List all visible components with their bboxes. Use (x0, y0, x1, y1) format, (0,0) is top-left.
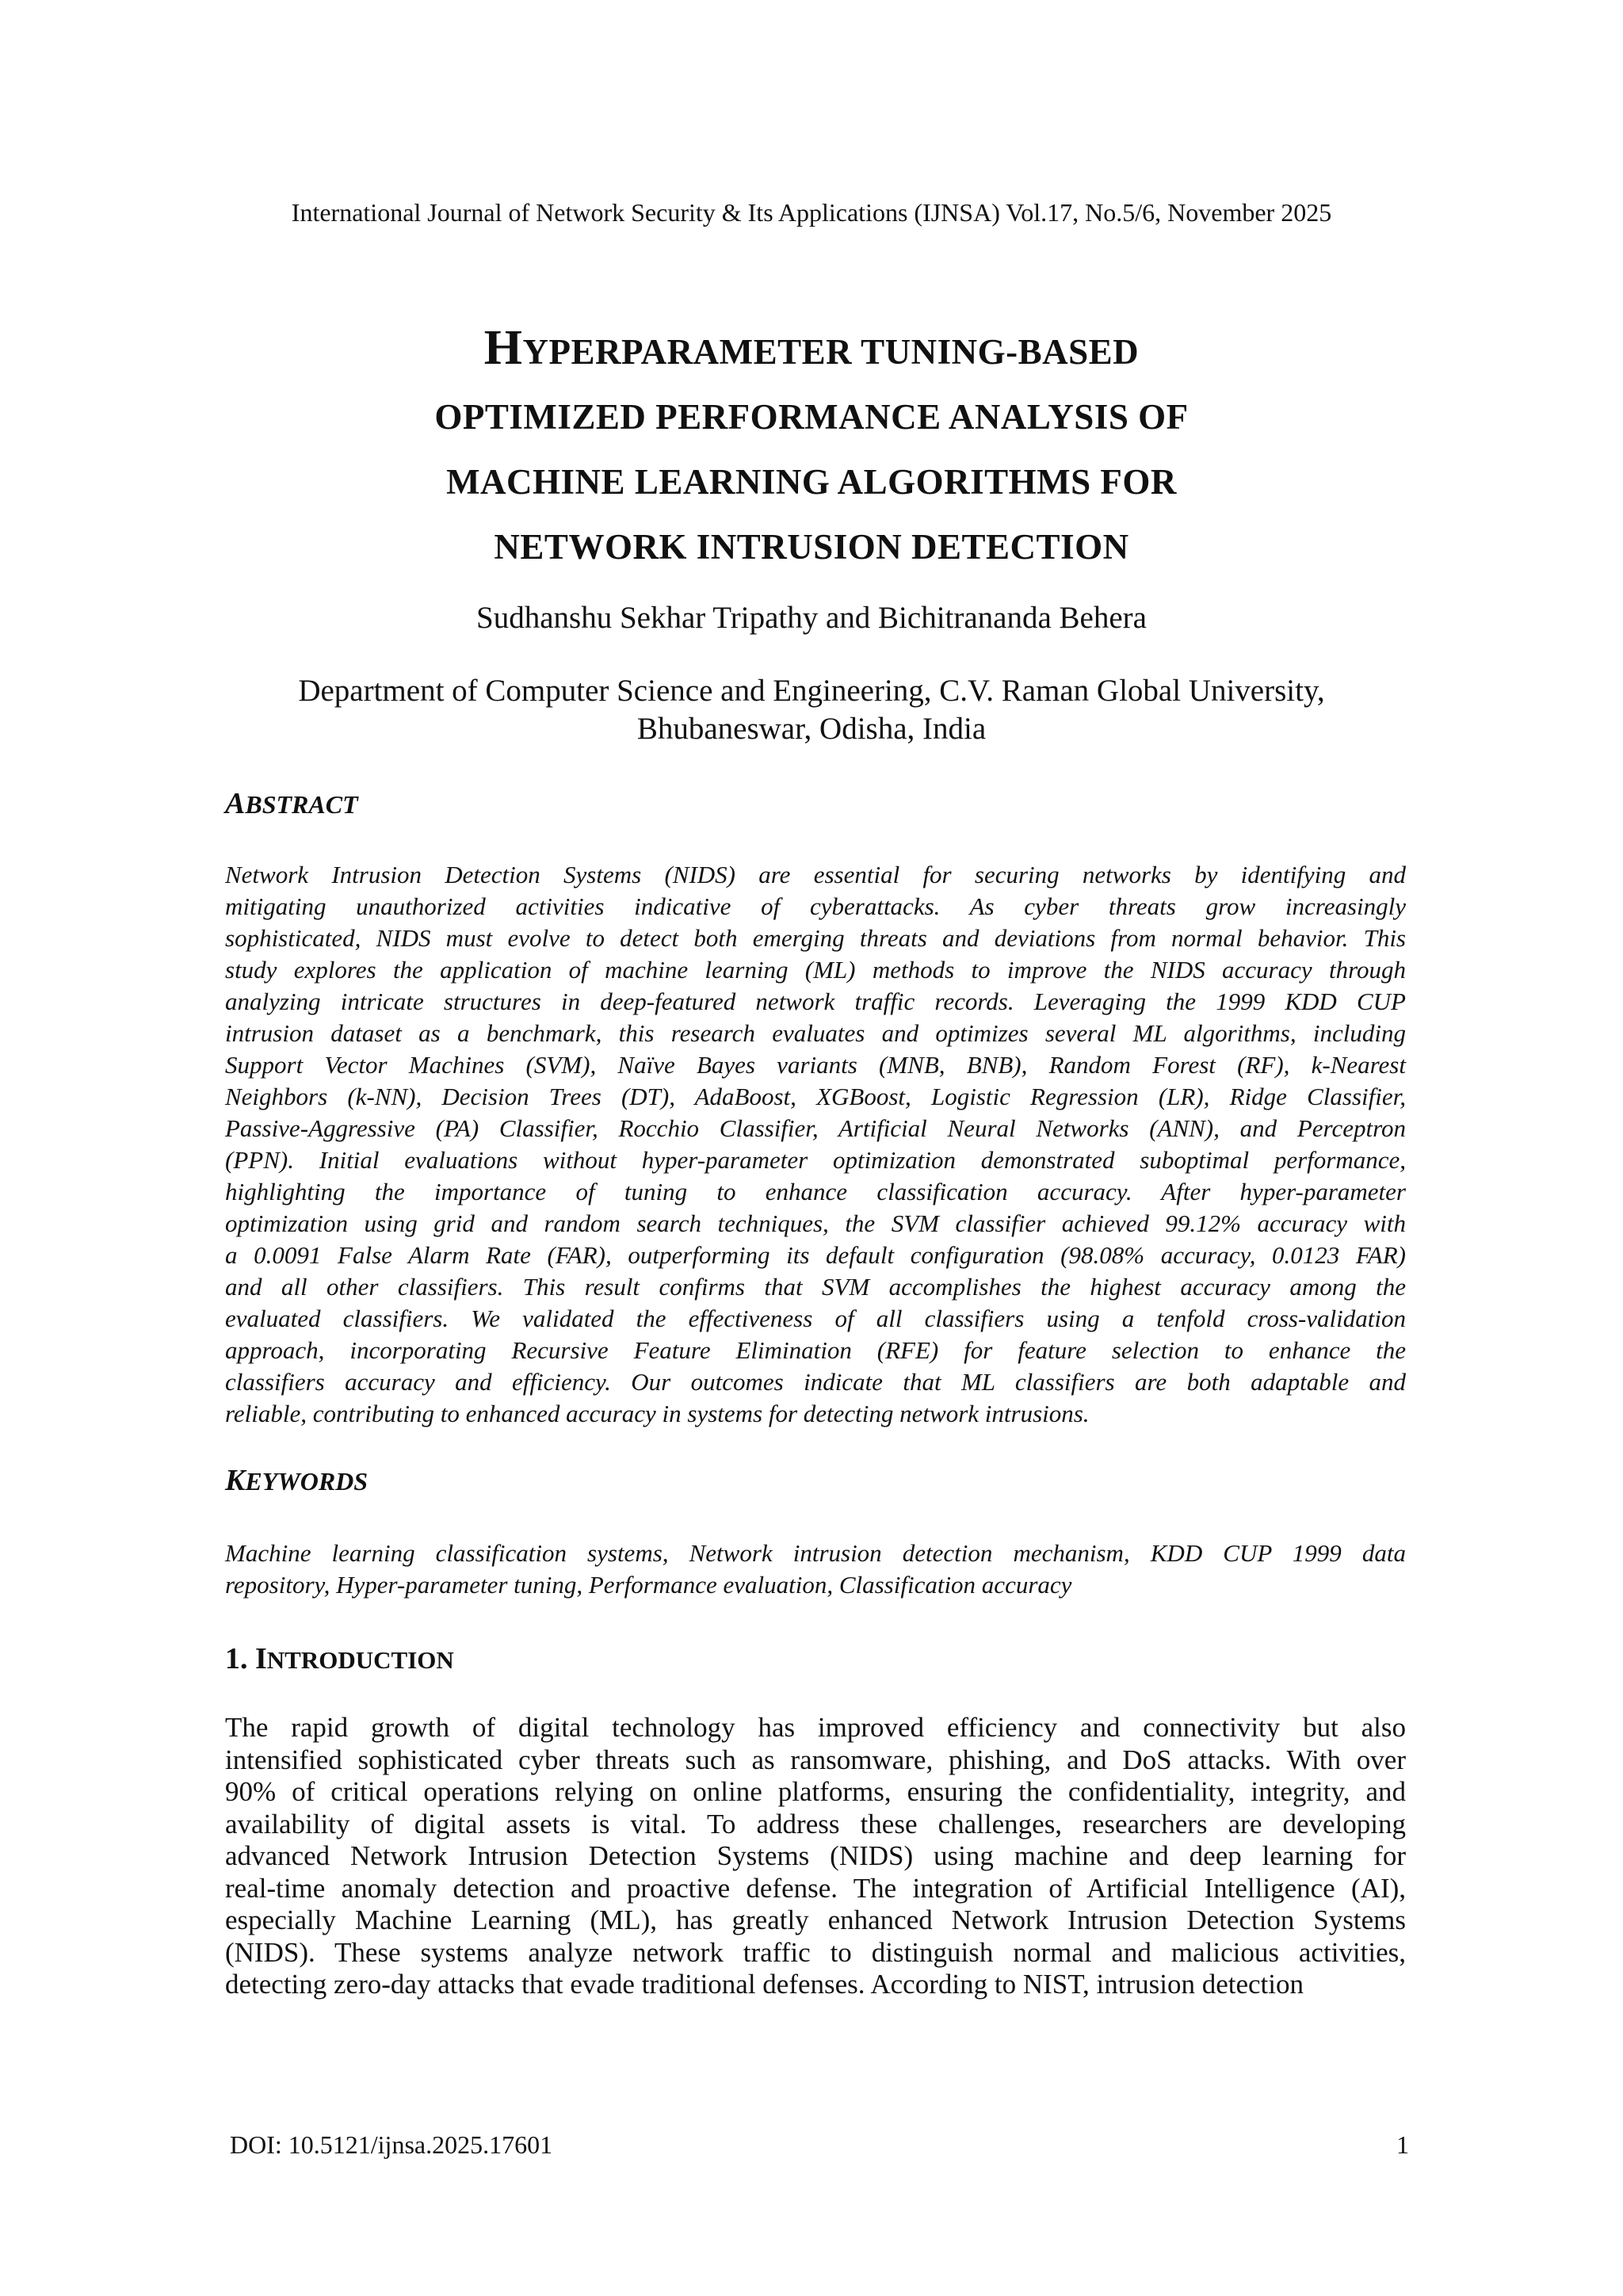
title-line-2: OPTIMIZED PERFORMANCE ANALYSIS OF (434, 397, 1189, 437)
introduction-line: 90% of critical operations relying on online platforms, ensuring the confidentiality, integrity, and (225, 1776, 1406, 1807)
abstract-line: a 0.0091 False Alarm Rate (FAR), outperforming its default configuration (98.08% accuracy, 0.0123 FAR) (225, 1241, 1406, 1269)
abstract-line: sophisticated, NIDS must evolve to detect both emerging threats and deviations from normal behavior. This (225, 924, 1406, 952)
page-number: 1 (1396, 2130, 1409, 2159)
title-line-3: MACHINE LEARNING ALGORITHMS FOR (446, 462, 1177, 502)
abstract-line: and all other classifiers. This result confirms that SVM accomplishes the highest accuracy among the (225, 1273, 1406, 1301)
abstract-heading (225, 788, 358, 820)
abstract-line: classifiers accuracy and efficiency. Our outcomes indicate that ML classifiers are both adaptable and (225, 1368, 1406, 1396)
introduction-line: especially Machine Learning (ML), has greatly enhanced Network Intrusion Detection Systems (225, 1904, 1406, 1935)
keywords-line: Machine learning classification systems, Network intrusion detection mechanism, KDD CUP 1999 data (225, 1539, 1406, 1567)
introduction-line: real-time anomaly detection and proactive defense. The integration of Artificial Intelligence (AI), (225, 1872, 1406, 1904)
abstract-line: Network Intrusion Detection Systems (NIDS) are essential for securing networks by identifying and (225, 861, 1406, 888)
title-line-4: NETWORK INTRUSION DETECTION (494, 527, 1129, 567)
abstract-line: optimization using grid and random search techniques, the SVM classifier achieved 99.12% accuracy with (225, 1209, 1406, 1237)
abstract-line: highlighting the importance of tuning to enhance classification accuracy. After hyper-parameter (225, 1178, 1406, 1205)
title-initial: H (483, 321, 523, 375)
abstract-line: Support Vector Machines (SVM), Naïve Bayes variants (MNB, BNB), Random Forest (RF), k-Nearest (225, 1051, 1406, 1079)
running-head: International Journal of Network Security & Its Applications (IJNSA) Vol.17, No.5/6, November 2025 (291, 198, 1332, 227)
title-line-1 (238, 315, 1385, 384)
introduction-line: detecting zero-day attacks that evade traditional defenses. According to NIST, intrusion detection (225, 1969, 1304, 2000)
keywords-heading-rest: EYWORDS (245, 1467, 369, 1496)
abstract-line: intrusion dataset as a benchmark, this research evaluates and optimizes several ML algorithms, including (225, 1019, 1406, 1047)
introduction-heading-rest: NTRODUCTION (266, 1646, 454, 1674)
keywords-heading-initial: K (225, 1464, 246, 1497)
introduction-heading (225, 1641, 454, 1679)
authors: Sudhanshu Sekhar Tripathy and Bichitrananda Behera (476, 601, 1147, 635)
abstract-body (225, 859, 1406, 1430)
doi-footer: DOI: 10.5121/ijnsa.2025.17601 (230, 2130, 553, 2159)
introduction-line: advanced Network Intrusion Detection Systems (NIDS) using machine and deep learning for (225, 1840, 1406, 1871)
abstract-line: evaluated classifiers. We validated the effectiveness of all classifiers using a tenfold cross-validation (225, 1305, 1406, 1332)
abstract-heading-initial: A (225, 787, 246, 820)
keywords-heading (225, 1465, 368, 1497)
introduction-body (225, 1712, 1406, 2001)
paper-title (238, 315, 1385, 579)
abstract-line: study explores the application of machine learning (ML) methods to improve the NIDS accuracy through (225, 956, 1406, 984)
introduction-heading-number: 1. I (225, 1642, 267, 1675)
introduction-line: (NIDS). These systems analyze network traffic to distinguish normal and malicious activities, (225, 1936, 1406, 1968)
introduction-line: The rapid growth of digital technology has improved efficiency and connectivity but also (225, 1712, 1406, 1743)
abstract-line: (PPN). Initial evaluations without hyper-parameter optimization demonstrated suboptimal performance, (225, 1146, 1406, 1174)
abstract-line: approach, incorporating Recursive Feature Elimination (RFE) for feature selection to enhance the (225, 1336, 1406, 1364)
abstract-heading-rest: BSTRACT (245, 790, 358, 819)
affiliation (238, 672, 1385, 748)
introduction-line: intensified sophisticated cyber threats such as ransomware, phishing, and DoS attacks. With over (225, 1744, 1406, 1775)
abstract-line: mitigating unauthorized activities indicative of cyberattacks. As cyber threats grow increasingly (225, 892, 1406, 920)
affiliation-line-1: Department of Computer Science and Engineering, C.V. Raman Global University, (298, 674, 1325, 708)
abstract-line: analyzing intricate structures in deep-featured network traffic records. Leveraging the 1999 KDD CUP (225, 988, 1406, 1015)
abstract-line: reliable, contributing to enhanced accuracy in systems for detecting network intrusions. (225, 1400, 1090, 1427)
title-line-1-rest: YPERPARAMETER TUNING-BASED (522, 332, 1140, 372)
affiliation-line-2: Bhubaneswar, Odisha, India (636, 712, 987, 746)
abstract-line: Neighbors (k-NN), Decision Trees (DT), AdaBoost, XGBoost, Logistic Regression (LR), Ridge Classifier, (225, 1083, 1406, 1110)
keywords-line: repository, Hyper-parameter tuning, Performance evaluation, Classification accuracy (225, 1571, 1072, 1599)
abstract-line: Passive-Aggressive (PA) Classifier, Rocchio Classifier, Artificial Neural Networks (ANN), and Perceptron (225, 1114, 1406, 1142)
introduction-line: availability of digital assets is vital. To address these challenges, researchers are developing (225, 1808, 1406, 1839)
keywords-body (225, 1538, 1406, 1601)
